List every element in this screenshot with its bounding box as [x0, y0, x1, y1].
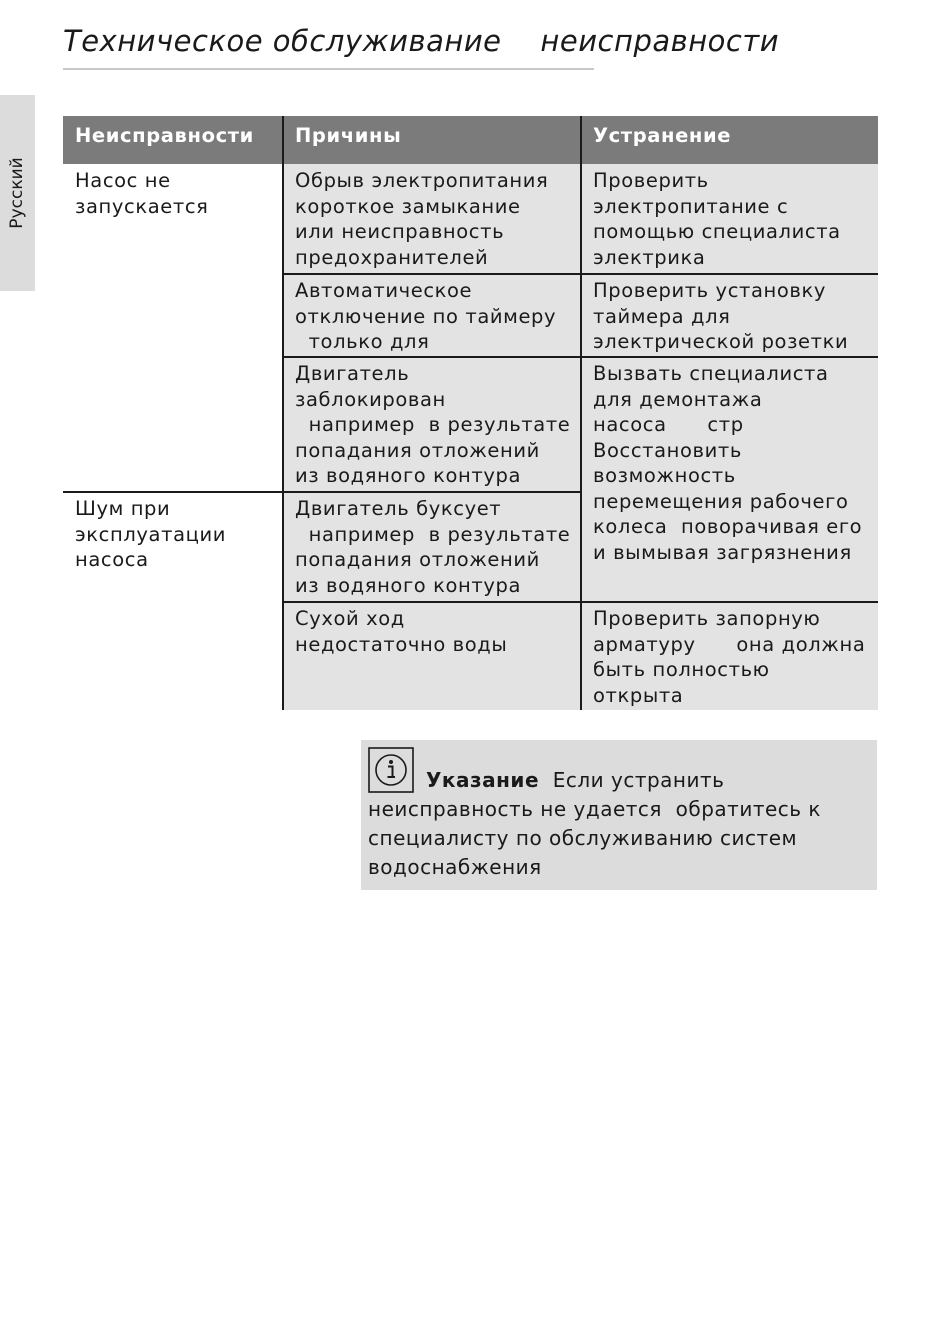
row-divider	[63, 491, 581, 493]
cause-cell: Автоматическое отключение по таймеру только для	[283, 274, 581, 357]
header-remedies: Устранение	[581, 116, 878, 164]
row-divider	[283, 273, 878, 275]
cause-cell: Обрыв электропитания короткое замыкание или неисправность предохранителей	[283, 164, 581, 274]
page-title: Техническое обслуживание неисправности	[63, 24, 780, 58]
note-box	[361, 740, 877, 890]
cause-cell: Сухой ход недостаточно воды	[283, 602, 581, 710]
fault-cell: Шум при эксплуатации насоса	[75, 497, 227, 571]
note-text	[368, 766, 868, 882]
note-label: Указание	[426, 768, 540, 792]
remedy-cell: Проверить установку таймера для электрической розетки	[581, 274, 878, 357]
column-divider	[282, 116, 284, 710]
header-faults: Неисправности	[63, 116, 283, 164]
language-side-tab-label: Русский	[7, 157, 27, 229]
row-divider	[283, 356, 878, 358]
remedy-cell: Вызвать специалиста для демонтажа насоса стр Восстановить возможность перемещения рабочего колеса поворачивая его и вымывая загрязнения	[581, 357, 878, 602]
column-divider	[580, 116, 582, 710]
remedy-cell: Проверить запорную арматуру она должна быть полностью открыта	[581, 602, 878, 710]
note-body: Если устранить неисправность не удается обратитесь к специалисту по обслуживанию систем водоснабжения	[368, 768, 821, 879]
cause-cell: Двигатель заблокирован например в результате попадания отложений из водяного контура	[283, 357, 581, 492]
fault-cell: Насос не запускается	[75, 169, 209, 218]
row-divider	[283, 601, 878, 603]
header-causes: Причины	[283, 116, 581, 164]
title-underline	[63, 68, 594, 70]
remedy-cell: Проверить электропитание с помощью специалиста электрика	[581, 164, 878, 274]
cause-cell: Двигатель буксует например в результате попадания отложений из водяного контура	[283, 492, 581, 602]
